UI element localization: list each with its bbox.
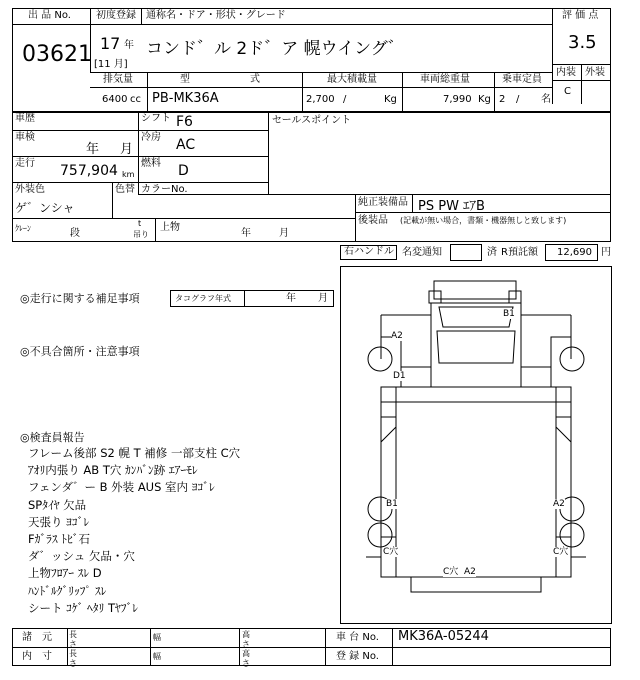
vehicle-diagram: [340, 266, 612, 624]
model-value: PB-MK36A: [152, 91, 219, 106]
displacement-label: 排気量: [103, 74, 133, 85]
recycle-value: 12,690: [557, 247, 592, 258]
body-month: 月: [279, 228, 289, 239]
history-label: 車歴: [15, 113, 35, 124]
crane-dan: 段: [70, 228, 80, 239]
inspector-line: SPﾀｲﾔ 欠品: [28, 497, 87, 512]
damage-mark: C穴: [383, 547, 399, 557]
color-value: ゲ゛ンシャ: [15, 201, 75, 215]
equipment-label: 純正装備品: [358, 197, 408, 208]
damage-mark: C穴: [553, 547, 569, 557]
defects-title: ◎不具合箇所・注意事項: [20, 345, 140, 358]
exterior-label: 外装: [585, 67, 605, 78]
damage-mark: C穴 A2: [443, 567, 476, 577]
max-load-label: 最大積載量: [327, 74, 377, 85]
aftermarket-note: (記載が無い場合，書類・機器無しと致します): [400, 216, 567, 225]
fuel-label: 燃料: [141, 158, 161, 169]
max-load-slash: /: [343, 94, 347, 105]
damage-mark: D1: [393, 371, 406, 381]
grade-value: 3.5: [568, 32, 597, 53]
max-load-value: 2,700: [306, 94, 335, 105]
inspector-line: ダ゛ッシュ 欠品・穴: [28, 549, 135, 564]
model-label: 型 式: [180, 74, 260, 85]
gross-weight-label: 車両総重量: [420, 74, 470, 85]
interior-value: C: [564, 86, 571, 97]
grade-label: 評 価 点: [562, 10, 599, 21]
inspection-label: 車検: [15, 132, 35, 143]
right-hand-label: 右ハンドル: [344, 246, 394, 257]
color-label: 外装色: [15, 184, 45, 195]
capacity-label: 乗車定員: [502, 74, 542, 85]
length-label-1: 長さ: [69, 630, 77, 649]
mileage-label: 走行: [15, 158, 35, 169]
height-label-1: 高さ: [242, 630, 250, 649]
lot-number: 03621: [22, 42, 92, 67]
fuel-value: D: [178, 163, 189, 179]
name-label: 通称名・ドア・形状・グレード: [146, 10, 286, 21]
aircon-value: AC: [176, 137, 196, 153]
truck-outline-svg: [341, 267, 611, 623]
body-year: 年: [241, 228, 251, 239]
aircon-label: 冷房: [141, 132, 161, 143]
capacity-unit: 名: [541, 94, 551, 105]
tachograph-label: タコグラフ年式: [175, 294, 231, 303]
color-code-label: カラーNo.: [141, 184, 188, 195]
recycle-unit: 円: [601, 247, 611, 258]
color-change-label: 色替: [115, 184, 135, 195]
tachograph-month: 月: [318, 293, 328, 304]
name-change-box: [450, 244, 482, 261]
inspector-line: 天張り ﾖｺﾞﾚ: [28, 514, 90, 529]
height-label-2: 高さ: [242, 649, 250, 668]
damage-mark: A2: [553, 499, 565, 509]
gross-weight-unit: Kg: [478, 94, 491, 105]
shift-value: F6: [176, 114, 193, 130]
registration-label: 登 録 No.: [336, 651, 379, 662]
crane-tsuri: 吊り: [133, 230, 149, 239]
equipment-value: PS PW ｴｱB: [418, 199, 485, 214]
mileage-unit: km: [122, 170, 135, 179]
length-label-2: 長さ: [69, 649, 77, 668]
shift-label: シフト: [141, 113, 171, 124]
inspector-line: フレーム後部 S2 幌 T 補修 一部支柱 C穴: [28, 446, 241, 460]
car-name: コンド゛ル 2ド゛ア 幌ウイング゛: [146, 39, 405, 59]
inspector-line: ｱｵﾘ内張り AB T穴 ｶﾝﾊﾞﾝ跡 ｴｱｰﾓﾚ: [28, 463, 198, 478]
damage-mark: B1: [503, 309, 515, 319]
max-load-kg: Kg: [384, 94, 397, 105]
interior-dims-label: 内 寸: [22, 651, 52, 662]
name-change-label: 名変通知: [402, 247, 442, 258]
driving-notes-title: ◎走行に関する補足事項: [20, 292, 140, 305]
interior-label: 内装: [556, 67, 576, 78]
damage-mark: B1: [386, 499, 398, 509]
body-label: 上物: [160, 222, 180, 233]
crane-t: t: [138, 219, 142, 228]
specs-label: 諸 元: [22, 632, 52, 643]
inspector-line: フェンダ゛ー B 外装 AUS 室内 ﾖｺﾞﾚ: [28, 480, 215, 495]
first-reg-month: [11 月]: [94, 59, 128, 70]
damage-mark: A2: [391, 331, 403, 341]
width-label-2: 幅: [153, 652, 161, 661]
inspector-line: ﾊﾝﾄﾞﾙｸﾞﾘｯﾌﾟ ｽﾚ: [28, 583, 107, 598]
inspector-title: ◎検査員報告: [20, 431, 85, 444]
capacity-value: 2: [499, 94, 506, 105]
chassis-label: 車 台 No.: [336, 632, 379, 643]
tachograph-year: 年: [286, 293, 296, 304]
displacement-value: 6400: [102, 94, 128, 105]
gross-weight-value: 7,990: [443, 94, 472, 105]
first-reg-label: 初度登録: [96, 10, 136, 21]
chassis-value: MK36A-05244: [398, 629, 489, 644]
first-reg-year: 17: [100, 34, 121, 53]
capacity-slash: /: [516, 94, 520, 105]
lot-label: 出 品 No.: [28, 10, 71, 21]
inspector-line: 上物ﾌﾛｱｰ ｽﾚ D: [28, 566, 102, 581]
first-reg-year-unit: 年: [124, 40, 134, 51]
sales-point-label: セールスポイント: [272, 115, 352, 126]
displacement-unit: cc: [130, 94, 141, 105]
recycle-prefix: 済: [487, 247, 497, 258]
recycle-label: R預託額: [501, 247, 538, 258]
mileage-value: 757,904: [60, 163, 118, 179]
crane-label: ｸﾚｰﾝ: [15, 224, 31, 233]
aftermarket-label: 後装品: [358, 215, 388, 226]
inspection-month: 月: [120, 142, 134, 157]
inspector-line: シート ｺｹﾞ ﾍﾀﾘ Tﾔﾌﾞﾚ: [28, 600, 138, 615]
inspector-line: Fｶﾞﾗｽ ﾄﾋﾞ石: [28, 532, 91, 546]
width-label-1: 幅: [153, 633, 161, 642]
inspection-year: 年: [86, 142, 100, 157]
